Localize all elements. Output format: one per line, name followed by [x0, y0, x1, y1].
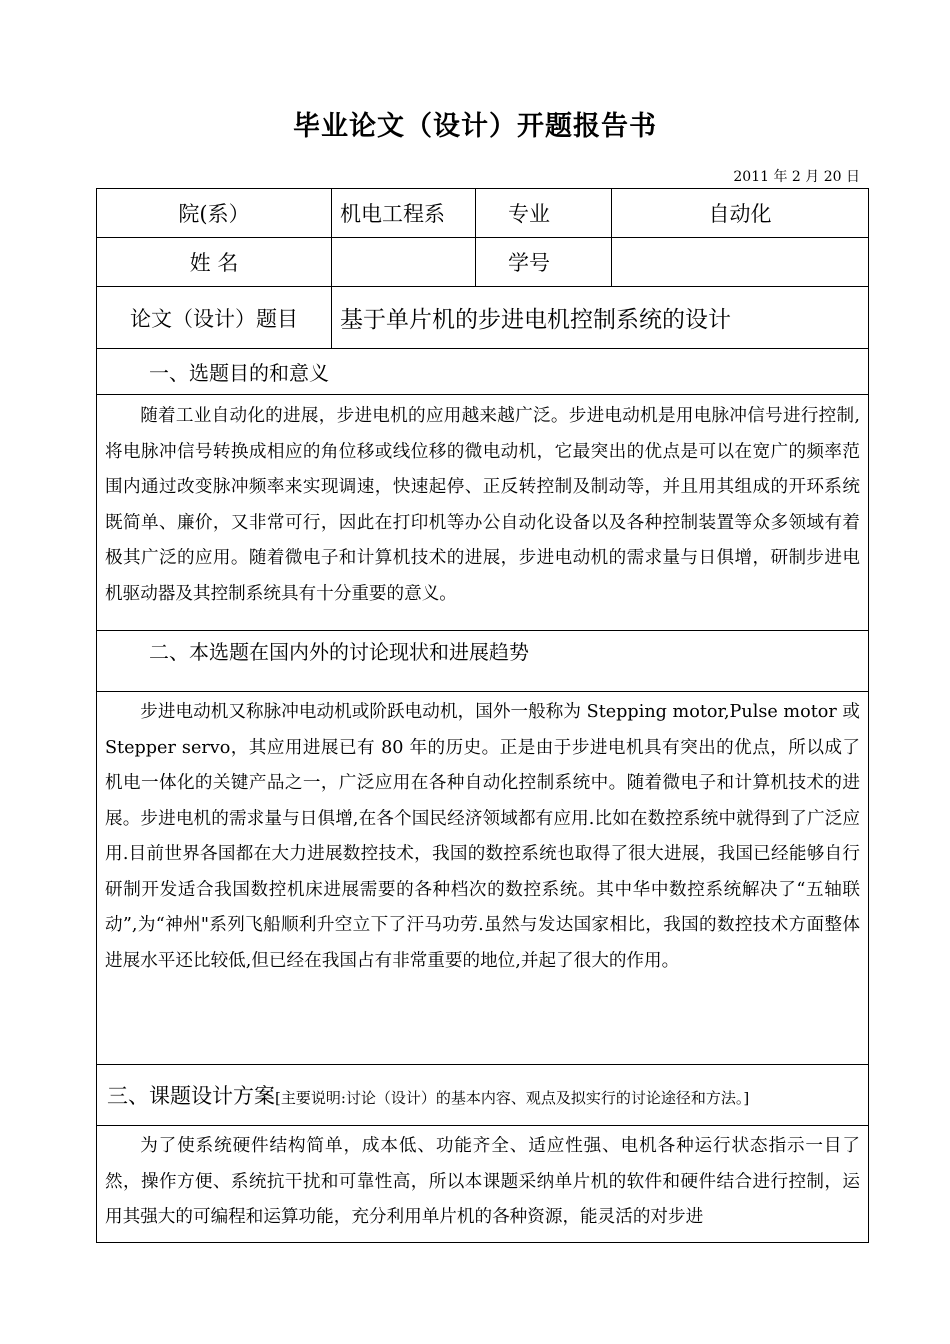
row-student: [97, 238, 869, 287]
section2-body: [97, 692, 869, 1065]
document-title: 毕业论文（设计）开题报告书: [293, 111, 657, 142]
row-section3-heading: [97, 1065, 869, 1126]
student-no-label: 学号: [476, 238, 612, 287]
proposal-form-table: [96, 188, 869, 1243]
section3-heading-cell: [97, 1065, 869, 1126]
section1-heading: 一、选题目的和意义: [97, 349, 869, 395]
dept-value: 机电工程系: [332, 189, 476, 238]
row-section2-heading: [97, 631, 869, 692]
topic-value: 基于单片机的步进电机控制系统的设计: [332, 287, 869, 349]
major-label: 专业: [476, 189, 612, 238]
section3-note: [主要说明:讨论（设计）的基本内容、观点及拟实行的讨论途径和方法。]: [275, 1089, 750, 1107]
row-section3-body: [97, 1126, 869, 1243]
student-no-value: [612, 238, 869, 287]
row-section1-heading: [97, 349, 869, 395]
dept-label: 院(系）: [97, 189, 332, 238]
section1-body: [97, 395, 869, 631]
topic-label: 论文（设计）题目: [97, 287, 332, 349]
name-value: [332, 238, 476, 287]
row-department: [97, 189, 869, 238]
section3-paragraph: 为了使系统硬件结构简单，成本低、功能齐全、适应性强、电机各种运行状态指示一目了然，操作方便、系统抗干扰和可靠性高，所以本课题采纳单片机的软件和硬件结合进行控制，运用其强大的可编程和运算功能，充分利用单片机的各种资源，能灵活的对步进: [105, 1136, 860, 1227]
row-section1-body: [97, 395, 869, 631]
report-date: 2011 年 2 月 20 日: [733, 169, 860, 185]
name-label: 姓 名: [97, 238, 332, 287]
section2-heading: 二、本选题在国内外的讨论现状和进展趋势: [97, 631, 869, 692]
major-value: 自动化: [612, 189, 869, 238]
row-section2-body: [97, 692, 869, 1065]
section3-body: [97, 1126, 869, 1243]
section1-paragraph: 随着工业自动化的进展，步进电机的应用越来越广泛。步进电动机是用电脉冲信号进行控制,将电脉冲信号转换成相应的角位移或线位移的微电动机，它最突出的优点是可以在宽广的频率范围内通过改变脉冲频率来实现调速，快速起停、正反转控制及制动等，并且用其组成的开环系统既简单、廉价，又非常可行，因此在打印机等办公自动化设备以及各种控制装置等众多领域有着极其广泛的应用。随着微电子和计算机技术的进展，步进电动机的需求量与日俱增，研制步进电机驱动器及其控制系统具有十分重要的意义。: [105, 406, 860, 604]
row-topic: [97, 287, 869, 349]
section2-paragraph: 步进电动机又称脉冲电动机或阶跃电动机，国外一般称为 Stepping motor,Pulse motor 或 Stepper servo，其应用进展已有 80 年的历史。正是由于步进电机具有突出的优点，所以成了机电一体化的关键产品之一，广泛应用在各种自动化控制系统中。随着微电子和计算机技术的进展。步进电机的需求量与日俱增,在各个国民经济领域都有应用.比如在数控系统中就得到了广泛应用.目前世界各国都在大力进展数控技术，我国的数控系统也取得了很大进展，我国已经能够自行研制开发适合我国数控机床进展需要的各种档次的数控系统。其中华中数控系统解决了“五轴联动”,为“神州"系列飞船顺利升空立下了汗马功劳.虽然与发达国家相比，我国的数控技术方面整体进展水平还比较低,但已经在我国占有非常重要的地位,并起了很大的作用。: [105, 702, 860, 971]
section3-heading: 三、课题设计方案: [107, 1084, 275, 1108]
